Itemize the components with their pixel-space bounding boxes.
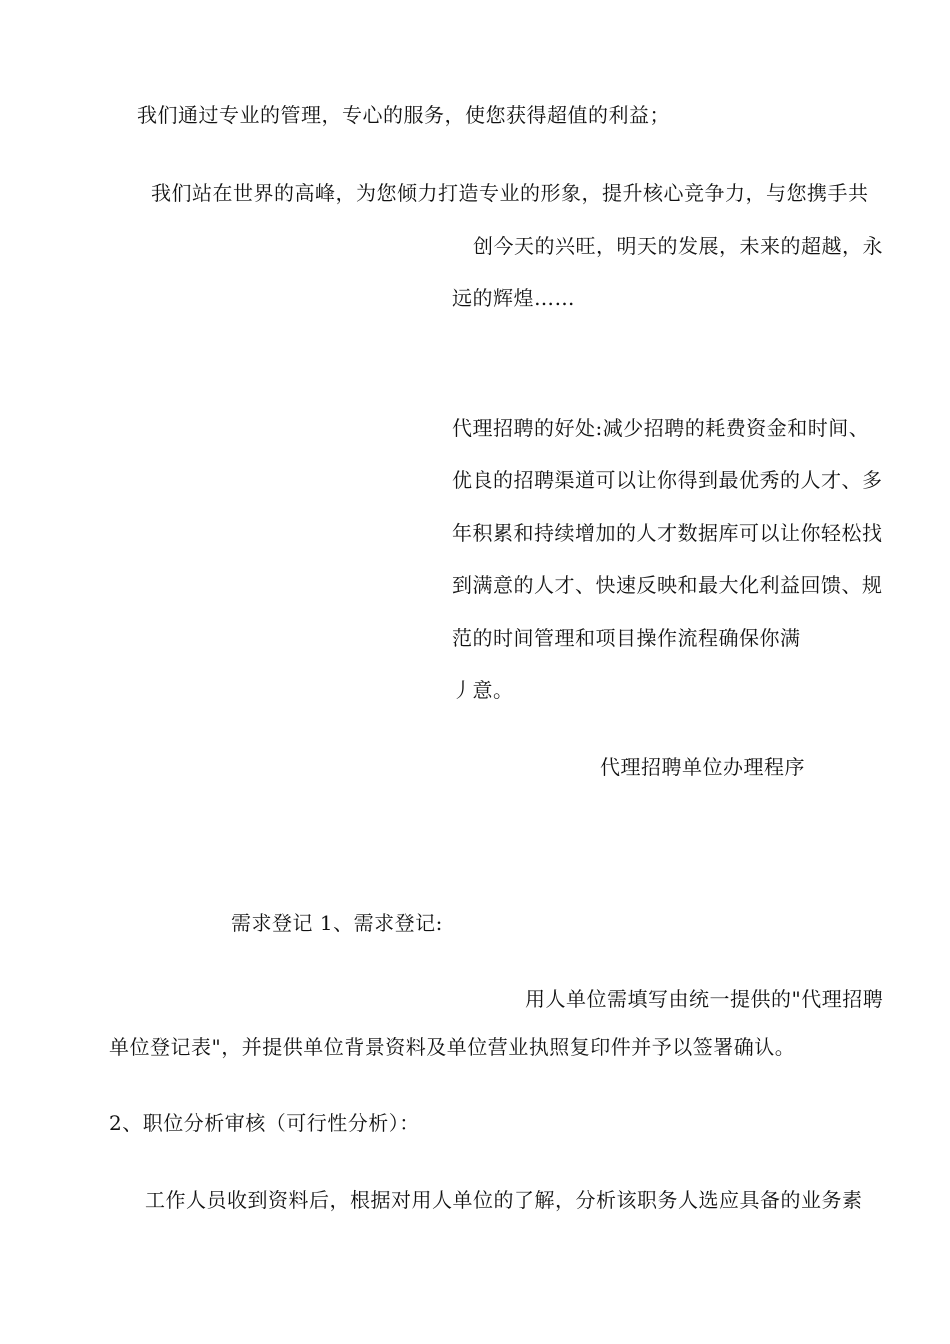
- benefits-line-6: 丿意。: [452, 678, 514, 702]
- benefits-line-1: 代理招聘的好处:减少招聘的耗费资金和时间、: [452, 416, 870, 440]
- benefits-line-4: 到满意的人才、快速反映和最大化利益回馈、规: [452, 573, 883, 597]
- step2-body-line-1: 工作人员收到资料后，根据对用人单位的了解，分析该职务人选应具备的业务素: [145, 1188, 863, 1212]
- step1-body-line-2: 单位登记表"，并提供单位背景资料及单位营业执照复印件并予以签署确认。: [109, 1035, 796, 1059]
- benefits-line-5: 范的时间管理和项目操作流程确保你满: [452, 626, 801, 650]
- intro-paragraph-2-line-3: 远的辉煌……: [452, 286, 575, 310]
- intro-paragraph-2-line-2: 创今天的兴旺，明天的发展，未来的超越，永: [473, 234, 883, 258]
- intro-paragraph-1: 我们通过专业的管理，专心的服务，使您获得超值的利益；: [137, 103, 670, 127]
- step1-body-line-1: 用人单位需填写由统一提供的"代理招聘: [525, 987, 884, 1011]
- procedure-title: 代理招聘单位办理程序: [600, 755, 805, 779]
- benefits-line-3: 年积累和持续增加的人才数据库可以让你轻松找: [452, 521, 883, 545]
- step2-heading: 2、职位分析审核（可行性分析）：: [109, 1111, 420, 1135]
- step1-heading: 需求登记 1、需求登记:: [231, 911, 443, 935]
- intro-paragraph-2-line-1: 我们站在世界的高峰，为您倾力打造专业的形象，提升核心竞争力，与您携手共: [151, 181, 869, 205]
- benefits-line-2: 优良的招聘渠道可以让你得到最优秀的人才、多: [452, 468, 883, 492]
